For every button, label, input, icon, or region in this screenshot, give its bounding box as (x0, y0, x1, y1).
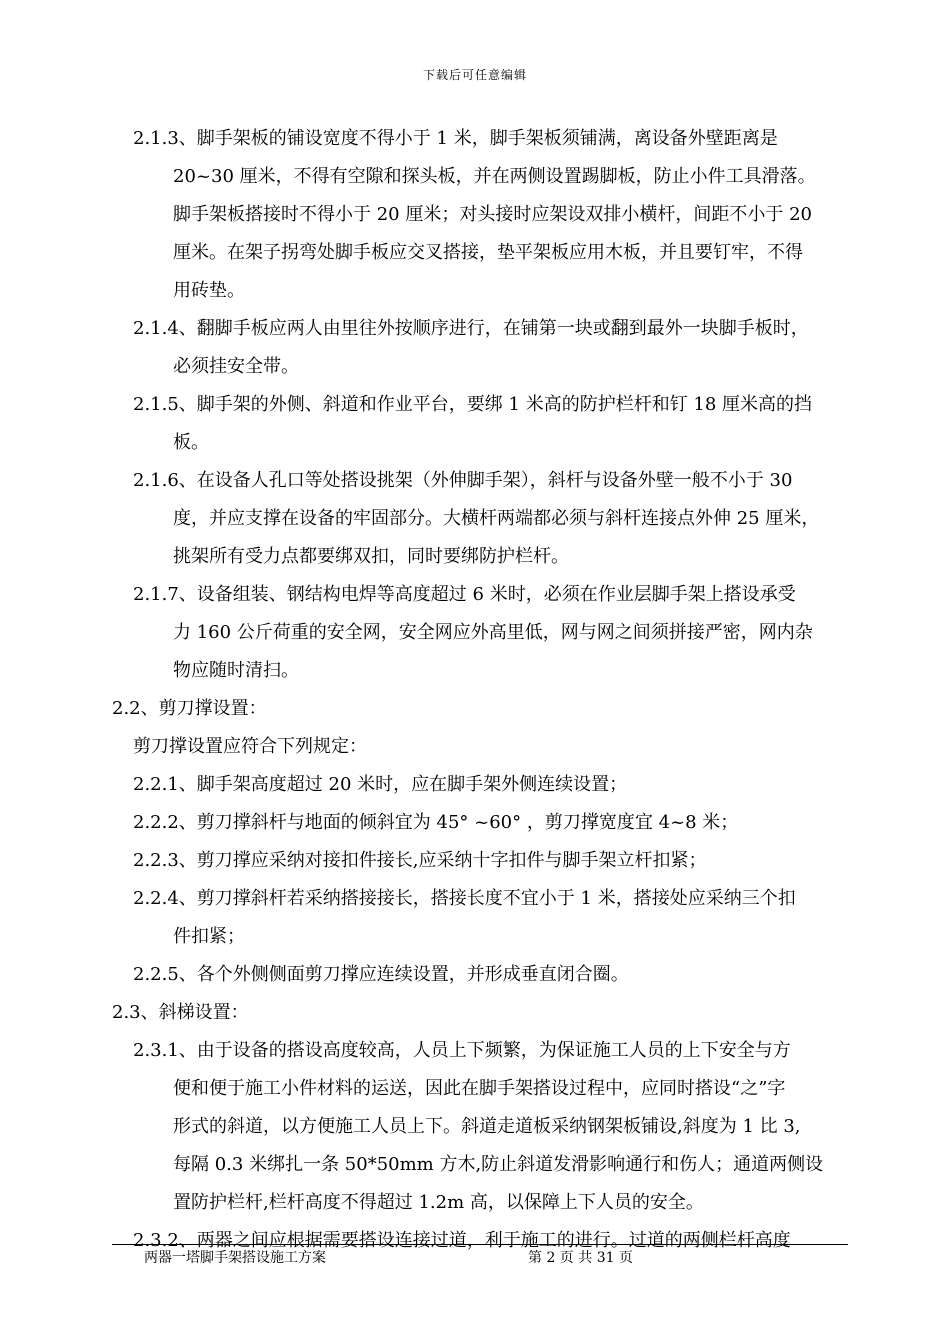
text-line: 厘米。在架子拐弯处脚手板应交叉搭接，垫平架板应用木板，并且要钉牢，不得 (173, 242, 803, 263)
text-line: 20~30 厘米，不得有空隙和探头板，并在两侧设置踢脚板，防止小件工具滑落。 (173, 166, 816, 187)
text-line: 2.1.5、脚手架的外侧、斜道和作业平台，要绑 1 米高的防护栏杆和钉 18 厘米高的挡 (133, 394, 813, 415)
text-line: 2.1.3、脚手架板的铺设宽度不得小于 1 米，脚手架板须铺满，离设备外壁距离是 (133, 128, 778, 149)
text-line: 必须挂安全带。 (173, 356, 299, 377)
section-heading: 2.3、斜梯设置： (112, 1002, 249, 1023)
footer-document-title: 两器一塔脚手架搭设施工方案 (144, 1250, 326, 1266)
text-line: 2.2.5、各个外侧侧面剪刀撑应连续设置，并形成垂直闭合圈。 (133, 964, 629, 985)
text-line: 物应随时清扫。 (173, 660, 299, 681)
text-line: 2.2.1、脚手架高度超过 20 米时，应在脚手架外侧连续设置； (133, 774, 628, 795)
text-line: 2.1.6、在设备人孔口等处搭设挑架（外伸脚手架），斜杆与设备外壁一般不小于 30 (133, 470, 793, 491)
text-line: 2.3.1、由于设备的搭设高度较高，人员上下频繁，为保证施工人员的上下安全与方 (133, 1040, 791, 1061)
text-line: 2.2.3、剪刀撑应采纳对接扣件接长,应采纳十字扣件与脚手架立杆扣紧； (133, 850, 707, 871)
text-line: 板。 (173, 432, 209, 453)
text-line: 形式的斜道，以方便施工人员上下。斜道走道板采纳钢架板铺设,斜度为 1 比 3, (173, 1116, 801, 1137)
text-line: 2.1.7、设备组装、钢结构电焊等高度超过 6 米时，必须在作业层脚手架上搭设承受 (133, 584, 796, 605)
footer-divider (112, 1244, 848, 1245)
text-line: 用砖垫。 (173, 280, 245, 301)
text-line: 脚手架板搭接时不得小于 20 厘米；对头接时应架设双排小横杆，间距不小于 20 (173, 204, 812, 225)
text-line: 2.3.2、两器之间应根据需要搭设连接过道，利于施工的进行。过道的两侧栏杆高度 (133, 1230, 791, 1251)
text-line: 挑架所有受力点都要绑双扣，同时要绑防护栏杆。 (173, 546, 569, 567)
text-line: 2.1.4、翻脚手板应两人由里往外按顺序进行，在铺第一块或翻到最外一块脚手板时， (133, 318, 809, 339)
text-line: 2.2.4、剪刀撑斜杆若采纳搭接接长，搭接长度不宜小于 1 米，搭接处应采纳三个扣 (133, 888, 796, 909)
text-line: 便和便于施工小件材料的运送，因此在脚手架搭设过程中，应同时搭设“之”字 (173, 1078, 786, 1099)
text-line: 置防护栏杆,栏杆高度不得超过 1.2m 高，以保障上下人员的安全。 (173, 1192, 704, 1213)
text-line: 度，并应支撑在设备的牢固部分。大横杆两端都必须与斜杆连接点外伸 25 厘米， (173, 508, 820, 529)
text-line: 每隔 0.3 米绑扎一条 50*50mm 方木,防止斜道发滑影响通行和伤人；通道两侧设 (173, 1154, 824, 1175)
footer-page-number: 第 2 页 共 31 页 (528, 1250, 633, 1266)
section-heading: 2.2、剪刀撑设置： (112, 698, 267, 719)
text-line: 2.2.2、剪刀撑斜杆与地面的倾斜宜为 45° ~60° ，剪刀撑宽度宜 4~8 米； (133, 812, 739, 833)
text-line: 力 160 公斤荷重的安全网，安全网应外高里低，网与网之间须拼接严密，网内杂 (173, 622, 813, 643)
text-line: 剪刀撑设置应符合下列规定： (133, 736, 367, 757)
page-header-note: 下载后可任意编辑 (422, 68, 527, 82)
text-line: 件扣紧； (173, 926, 245, 947)
